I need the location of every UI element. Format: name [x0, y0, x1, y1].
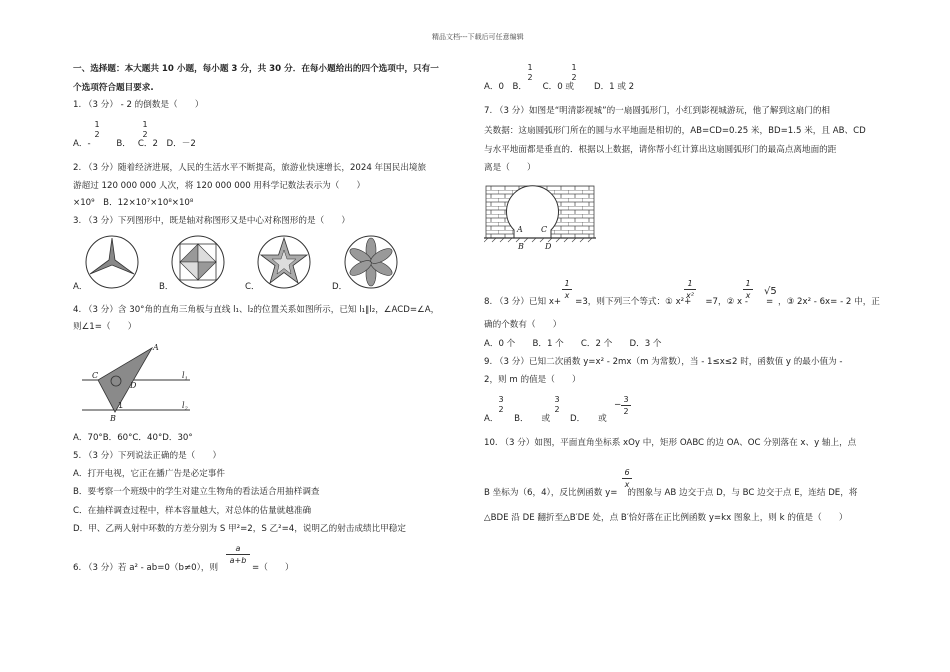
question-7-line-2: 关数据：这扇圆弧形门所在的圆与水平地面是相切的，AB=CD=0.25 米，BD=1.5 米，且 AB、CD — [484, 126, 866, 136]
q6-half-c: 1 2 — [571, 63, 577, 82]
question-8-options: A．0 个 B．1 个 C．2 个 D．3 个 — [484, 339, 662, 349]
q6-half-b: 1 2 — [527, 63, 533, 82]
q4-label-1: 1 — [118, 401, 124, 410]
question-7-line-4: 离是（ ） — [484, 163, 536, 173]
q7-label-a: A — [517, 225, 523, 234]
q9-frac-b: 3 2 — [554, 395, 560, 414]
q4-figure — [78, 340, 198, 424]
q9-neg-sign: − — [614, 400, 622, 410]
q4-label-b: B — [110, 414, 116, 423]
q8-frac-2: 1 x² — [684, 279, 696, 300]
q4-label-l1: $l_1$ — [182, 371, 188, 382]
page-header: 精品文档---下载后可任意编辑 — [432, 33, 524, 41]
question-8-line-1-end: ，③ 2x² - 6x= - 2 中，正 — [778, 297, 880, 307]
question-9-options: A． B． 或 D． 或 — [484, 414, 607, 424]
question-9-line-1: 9. （3 分）已知二次函数 y=x² - 2mx（m 为常数），当 - 1≤x≤2 时，函数值 y 的最小值为 - — [484, 357, 843, 367]
q4-label-d: D — [130, 381, 137, 390]
question-8-line-2: 确的个数有（ ） — [484, 320, 562, 330]
question-9-line-2: 2，则 m 的值是（ ） — [484, 375, 581, 385]
question-6-options: A．0 B． C．0 或 D．1 或 2 — [484, 82, 635, 92]
question-5-option-b: B．要考察一个班级中的学生对建立生物角的看法适合用抽样调查 — [73, 487, 320, 497]
question-7-line-3: 与水平地面都是垂直的．根据以上数据，请你帮小红计算出这扇圆弧形门的最高点离地面的距 — [484, 145, 837, 155]
q3-label-b: B． — [159, 282, 174, 292]
question-4-options: A．70°B．60°C．40°D．30° — [73, 433, 193, 443]
question-2-options: ×10⁹ B．12×10⁷×10⁸×10⁸ — [73, 198, 194, 208]
q10-fraction: 6 x — [622, 468, 632, 489]
q8-sqrt5: √5 — [764, 286, 777, 297]
section-title: 一、选择题：本大题共 10 小题，每小题 3 分，共 30 分．在每小题给出的四个选项中，只有一 — [73, 64, 439, 74]
q4-label-l2: $l_2$ — [182, 401, 188, 412]
section-title-cont: 个选项符合题目要求. — [73, 83, 154, 93]
q4-label-a: A — [153, 343, 159, 352]
question-2-line-1: 2. （3 分）随着经济进展，人民的生活水平不断提高，旅游业快速增长，2024 年国民出境旅 — [73, 163, 427, 173]
question-6-text: 6. （3 分）若 a² - ab=0（b≠0），则 — [73, 563, 219, 573]
question-7-line-1: 7. （3 分）如图是“明清影视城”的一扇圆弧形门，小红到影视城游玩，他了解到这扇门的相 — [484, 106, 831, 116]
q3-label-c: C． — [245, 282, 260, 292]
q8-frac-1: 1 x — [562, 279, 572, 300]
question-1-options: A．- B． C．2 D．－2 — [73, 139, 196, 149]
question-6-end: =（ ） — [252, 563, 294, 573]
question-10-line-1: 10. （3 分）如图，平面直角坐标系 xOy 中，矩形 OABC 的边 OA、OC 分别落在 x、y 轴上，点 — [484, 438, 857, 448]
q4-label-c: C — [92, 371, 99, 380]
q3-figure-c — [256, 234, 312, 290]
q3-figure-a — [84, 234, 140, 290]
q7-label-c: C — [541, 225, 548, 234]
question-8-line-1: 8. （3 分）已知 x+ =3，则下列三个等式：① x²+ =7，② x - = — [484, 297, 774, 307]
q8-frac-3: 1 x — [743, 279, 753, 300]
question-2-line-2: 游超过 120 000 000 人次，将 120 000 000 用科学记数法表示为（ ） — [73, 181, 366, 191]
q7-label-d: D — [545, 242, 552, 251]
q6-fraction: a a+b — [226, 544, 250, 565]
question-4-line-1: 4. （3 分）含 30°角的直角三角板与直线 l₁、l₂的位置关系如图所示，已知 l₁∥l₂，∠ACD=∠A， — [73, 305, 440, 315]
q3-figure-b — [170, 234, 226, 290]
question-1: 1. （3 分） - 2 的倒数是（ ） — [73, 100, 204, 110]
question-10-line-2: B 坐标为（6，4），反比例函数 y= 的图象与 AB 边交于点 D，与 BC 边交于点 E，连结 DE，将 — [484, 488, 858, 498]
question-5: 5. （3 分）下列说法正确的是（ ） — [73, 451, 222, 461]
question-4-line-2: 则∠1=（ ） — [73, 322, 137, 332]
q3-label-a: A． — [73, 282, 88, 292]
q1-fraction-b: 1 2 — [142, 120, 148, 139]
question-5-option-a: A．打开电视，它正在播广告是必定事件 — [73, 469, 225, 479]
q3-figure-d — [343, 234, 399, 290]
question-10-line-3: △BDE 沿 DE 翻折至△B′DE 处，点 B′恰好落在正比例函数 y=kx 图象上，则 k 的值是（ ） — [484, 513, 848, 523]
q7-figure — [484, 182, 599, 252]
q7-label-b: B — [518, 242, 524, 251]
q3-label-d: D． — [332, 282, 348, 292]
question-5-option-d: D．甲、乙两人射中环数的方差分别为 S 甲²=2，S 乙²=4，说明乙的射击成绩比甲稳定 — [73, 524, 406, 534]
q1-fraction-a: 1 2 — [94, 120, 100, 139]
q9-frac-d: 3 2 — [621, 395, 631, 416]
question-5-option-c: C．在抽样调查过程中，样本容量越大，对总体的估量就越准确 — [73, 506, 312, 516]
question-3: 3. （3 分）下列图形中，既是轴对称图形又是中心对称图形的是（ ） — [73, 216, 350, 226]
q9-frac-a: 3 2 — [498, 395, 504, 414]
